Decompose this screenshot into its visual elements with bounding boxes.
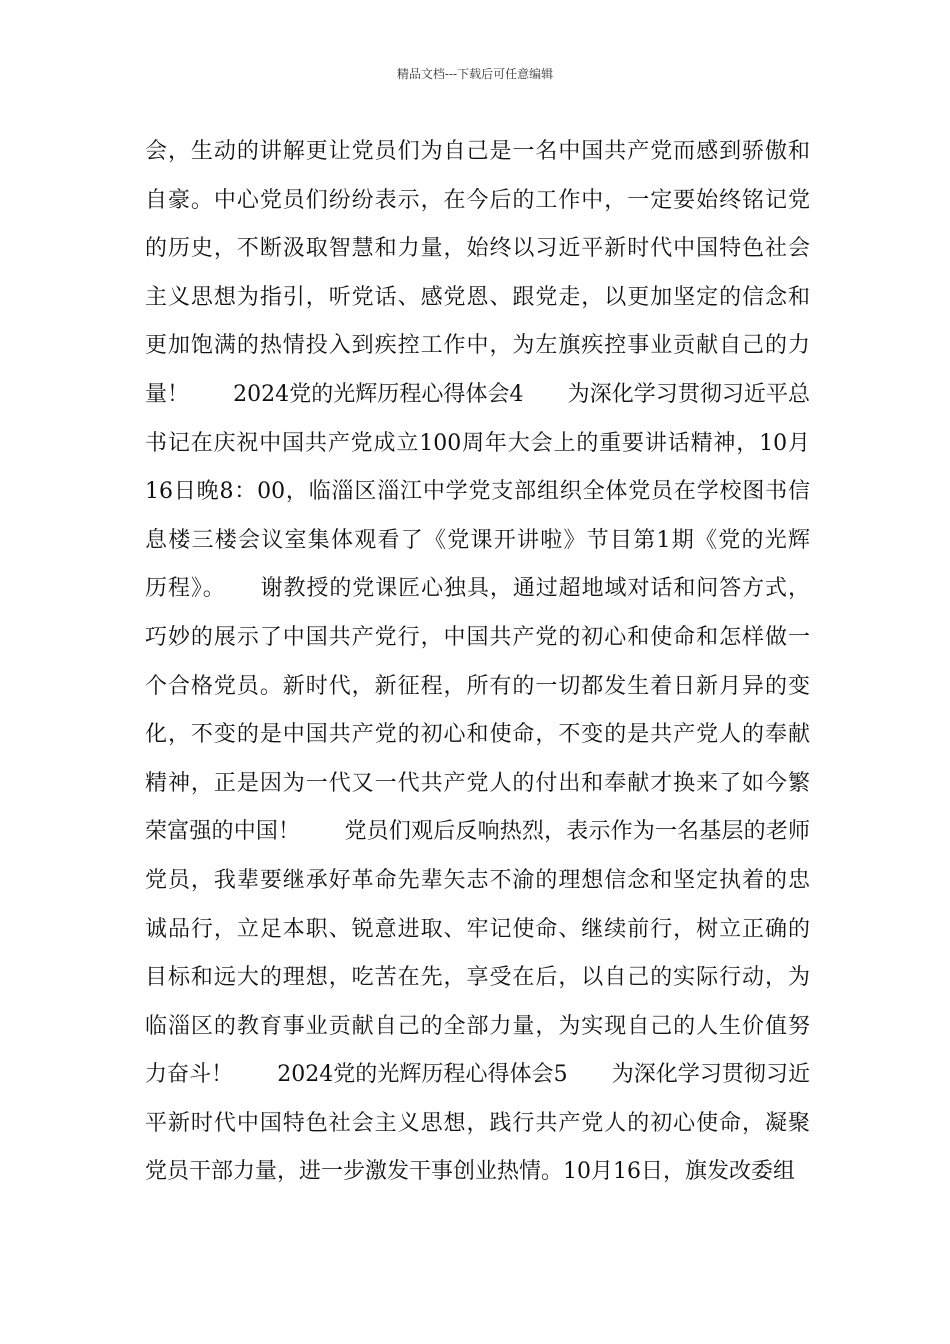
text-line: 巧妙的展示了中国共产党行，中国共产党的初心和使命和怎样做一 [145, 624, 810, 650]
text-line: 会，生动的讲解更让党员们为自己是一名中国共产党而感到骄傲和 [145, 139, 810, 164]
text-line: 量！ 2024党的光辉历程心得体会4 为深化学习贯彻习近平总 [145, 381, 810, 407]
text-line: 化，不变的是中国共产党的初心和使命，不变的是共产党人的奉献 [145, 722, 810, 748]
text-line: 荣富强的中国！ 党员们观后反响热烈，表示作为一名基层的老师 [145, 819, 810, 845]
text-line: 目标和远大的理想，吃苦在先，享受在后，以自己的实际行动，为 [145, 965, 810, 991]
text-line: 自豪。中心党员们纷纷表示，在今后的工作中，一定要始终铭记党 [145, 187, 810, 213]
text-line: 的历史，不断汲取智慧和力量，始终以习近平新时代中国特色社会 [145, 236, 810, 262]
text-line: 党员，我辈要继承好革命先辈矢志不渝的理想信念和坚定执着的忠 [145, 867, 810, 893]
text-line: 党员干部力量，进一步激发干事创业热情。10月16日，旗发改委组 [145, 1159, 795, 1185]
text-line: 息楼三楼会议室集体观看了《党课开讲啦》节目第1期《党的光辉 [145, 527, 810, 553]
text-line: 诚品行，立足本职、锐意进取、牢记使命、继续前行，树立正确的 [145, 916, 810, 942]
text-line: 书记在庆祝中国共产党成立100周年大会上的重要讲话精神，10月 [145, 430, 810, 456]
text-line: 主义思想为指引，听党话、感党恩、跟党走，以更加坚定的信念和 [145, 284, 810, 310]
text-line: 平新时代中国特色社会主义思想，践行共产党人的初心使命，凝聚 [145, 1110, 810, 1136]
page-header: 精品文档---下载后可任意编辑 [396, 67, 554, 81]
text-line: 个合格党员。新时代，新征程，所有的一切都发生着日新月异的变 [145, 673, 810, 699]
text-line: 16日晚8：00，临淄区淄江中学党支部组织全体党员在学校图书信 [145, 479, 810, 505]
text-line: 临淄区的教育事业贡献自己的全部力量，为实现自己的人生价值努 [145, 1013, 810, 1039]
text-line: 力奋斗！ 2024党的光辉历程心得体会5 为深化学习贯彻习近 [145, 1062, 810, 1088]
text-line: 更加饱满的热情投入到疾控工作中，为左旗疾控事业贡献自己的力 [145, 333, 810, 359]
text-line: 历程》。 谢教授的党课匠心独具，通过超地域对话和问答方式， [145, 576, 810, 602]
text-line: 精神，正是因为一代又一代共产党人的付出和奉献才换来了如今繁 [145, 770, 810, 796]
body-text [145, 133, 810, 1202]
